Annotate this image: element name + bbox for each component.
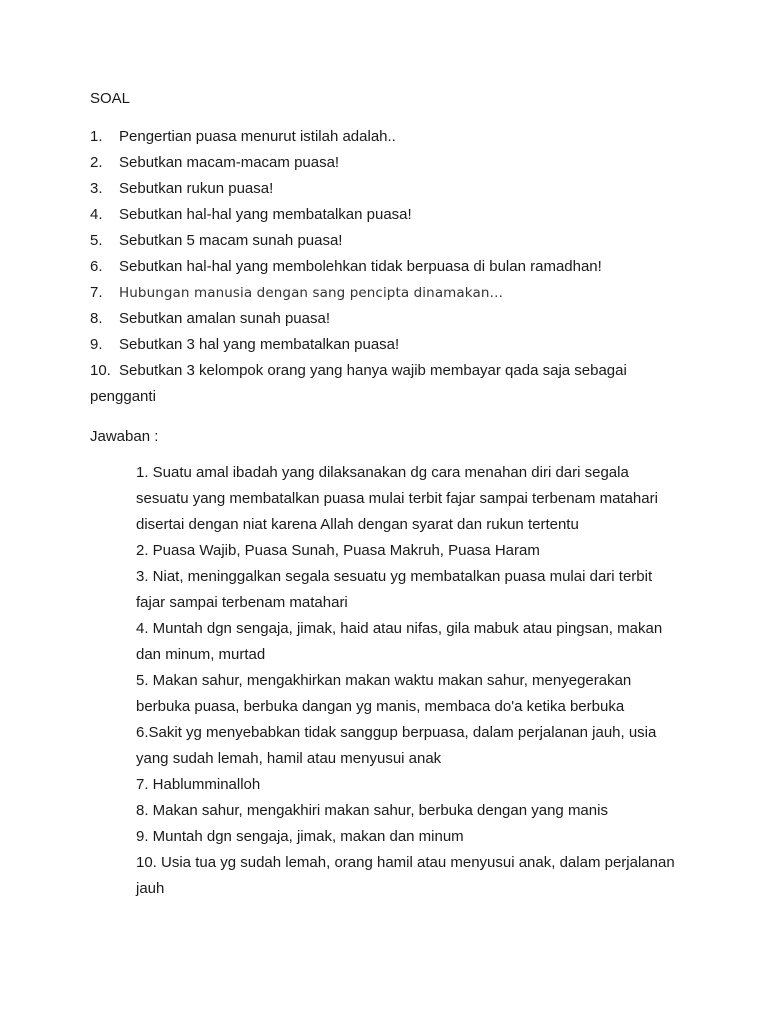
question-item: [90, 179, 690, 205]
question-item: [90, 153, 690, 179]
question-text: Sebutkan 3 kelompok orang yang hanya wajib membayar qada saja sebagai: [119, 362, 627, 379]
question-number: 1.: [90, 128, 103, 145]
answer-line: 2. Puasa Wajib, Puasa Sunah, Puasa Makruh, Puasa Haram: [136, 542, 540, 559]
question-number: 2.: [90, 154, 103, 171]
answer-line: 9. Muntah dgn sengaja, jimak, makan dan minum: [136, 828, 464, 845]
question-number: 4.: [90, 206, 103, 223]
question-item: [90, 335, 690, 361]
question-item: [90, 257, 690, 283]
question-item: [90, 231, 690, 257]
answer-line: 10. Usia tua yg sudah lemah, orang hamil atau menyusui anak, dalam perjalanan: [136, 854, 675, 871]
question-number: 9.: [90, 336, 103, 353]
question-item: [90, 283, 690, 309]
answer-line: 3. Niat, meninggalkan segala sesuatu yg membatalkan puasa mulai dari terbit: [136, 568, 653, 585]
answer-line: sesuatu yang membatalkan puasa mulai terbit fajar sampai terbenam matahari: [136, 490, 658, 507]
question-text: Hubungan manusia dengan sang pencipta dinamakan…: [119, 285, 504, 301]
answer-line: 7. Hablumminalloh: [136, 776, 261, 793]
answer-line: berbuka puasa, berbuka dangan yg manis, membaca do'a ketika berbuka: [136, 698, 625, 715]
question-item: [90, 127, 690, 153]
question-number: 5.: [90, 232, 103, 249]
question-list: [90, 127, 690, 413]
question-number: 10.: [90, 362, 111, 379]
answer-line: 4. Muntah dgn sengaja, jimak, haid atau nifas, gila mabuk atau pingsan, makan: [136, 620, 663, 637]
question-text: Sebutkan macam-macam puasa!: [119, 154, 340, 171]
question-item: [90, 309, 690, 335]
question-item: [90, 205, 690, 231]
question-number: 6.: [90, 258, 103, 275]
question-text: Sebutkan amalan sunah puasa!: [119, 310, 330, 327]
question-text: Pengertian puasa menurut istilah adalah..: [119, 128, 396, 145]
answer-line: jauh: [136, 880, 165, 897]
soal-heading: SOAL: [90, 90, 131, 107]
question-text: Sebutkan 3 hal yang membatalkan puasa!: [119, 336, 400, 353]
answer-line: 5. Makan sahur, mengakhirkan makan waktu makan sahur, menyegerakan: [136, 672, 632, 689]
jawaban-heading: Jawaban :: [90, 428, 159, 445]
question-number: 7.: [90, 284, 103, 301]
answer-line: disertai dengan niat karena Allah dengan syarat dan rukun tertentu: [136, 516, 579, 533]
answer-block: [136, 463, 696, 905]
question-text: Sebutkan hal-hal yang membatalkan puasa!: [119, 206, 412, 223]
question-number: 8.: [90, 310, 103, 327]
question-item: [90, 361, 690, 413]
answer-line: 8. Makan sahur, mengakhiri makan sahur, berbuka dengan yang manis: [136, 802, 608, 819]
answer-line: 1. Suatu amal ibadah yang dilaksanakan dg cara menahan diri dari segala: [136, 464, 629, 481]
answer-line: 6.Sakit yg menyebabkan tidak sanggup berpuasa, dalam perjalanan jauh, usia: [136, 724, 657, 741]
question-text: Sebutkan rukun puasa!: [119, 180, 274, 197]
answer-line: yang sudah lemah, hamil atau menyusui anak: [136, 750, 442, 767]
question-number: 3.: [90, 180, 103, 197]
question-text-continuation: pengganti: [90, 388, 156, 405]
question-text: Sebutkan hal-hal yang membolehkan tidak berpuasa di bulan ramadhan!: [119, 258, 602, 275]
answer-line: dan minum, murtad: [136, 646, 266, 663]
question-text: Sebutkan 5 macam sunah puasa!: [119, 232, 343, 249]
answer-line: fajar sampai terbenam matahari: [136, 594, 348, 611]
